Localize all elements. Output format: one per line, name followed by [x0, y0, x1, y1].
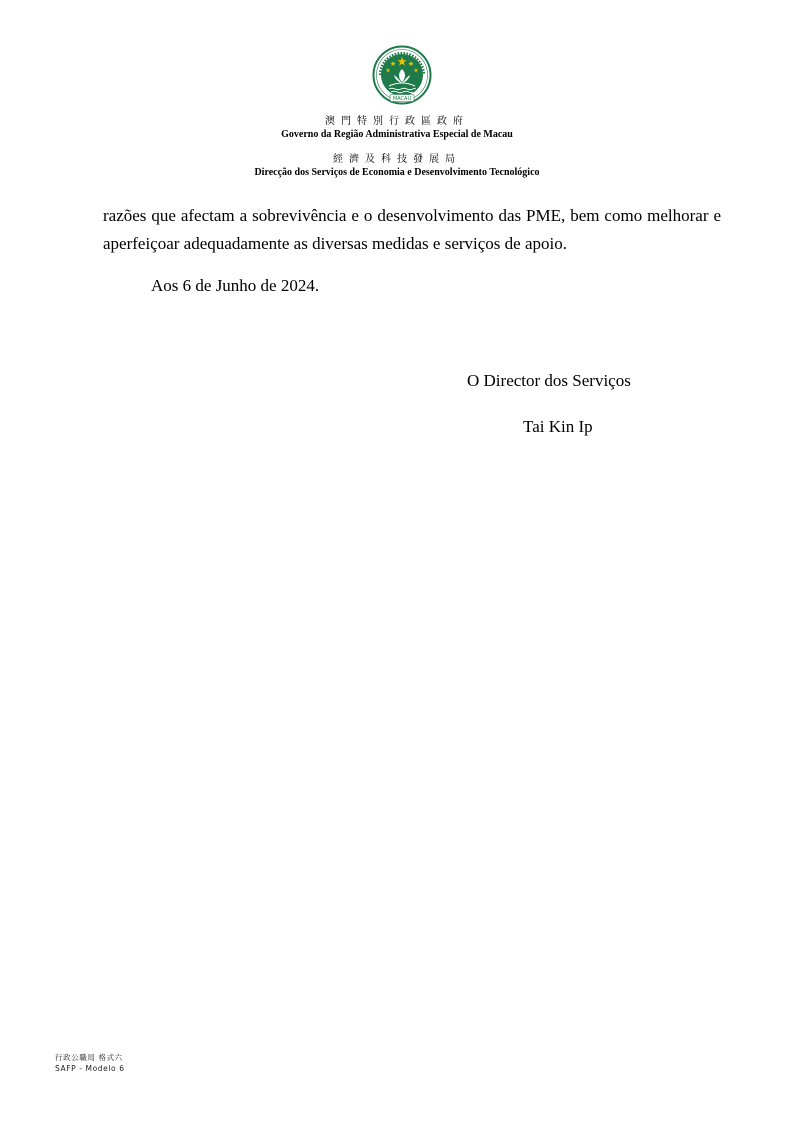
footer-form-code-chinese: 行政公職局 格式六 — [55, 1053, 123, 1062]
signatory-title: O Director dos Serviços — [467, 371, 631, 390]
letter-date: Aos 6 de Junho de 2024. — [151, 276, 320, 295]
department-name-portuguese: Direcção dos Serviços de Economia e Desenvolvimento Tecnológico — [254, 167, 540, 178]
macau-emblem-icon — [372, 45, 432, 105]
government-name-chinese: 澳門特別行政區政府 — [325, 116, 469, 127]
footer-form-code-portuguese: SAFP - Modelo 6 — [55, 1064, 125, 1073]
signatory-name: Tai Kin Ip — [523, 417, 593, 436]
body-paragraph: razões que afectam a sobrevivência e o desenvolvimento das PME, bem como melhorar e aperfeiçoar adequadamente as diversas medidas e serviços de apoio. — [103, 206, 721, 253]
svg-text:MACAU: MACAU — [392, 96, 412, 102]
department-name-chinese: 經濟及科技發展局 — [333, 154, 461, 165]
letter-body — [103, 202, 721, 258]
form-footer — [55, 1052, 125, 1074]
government-name-portuguese: Governo da Região Administrativa Especial de Macau — [281, 129, 513, 140]
